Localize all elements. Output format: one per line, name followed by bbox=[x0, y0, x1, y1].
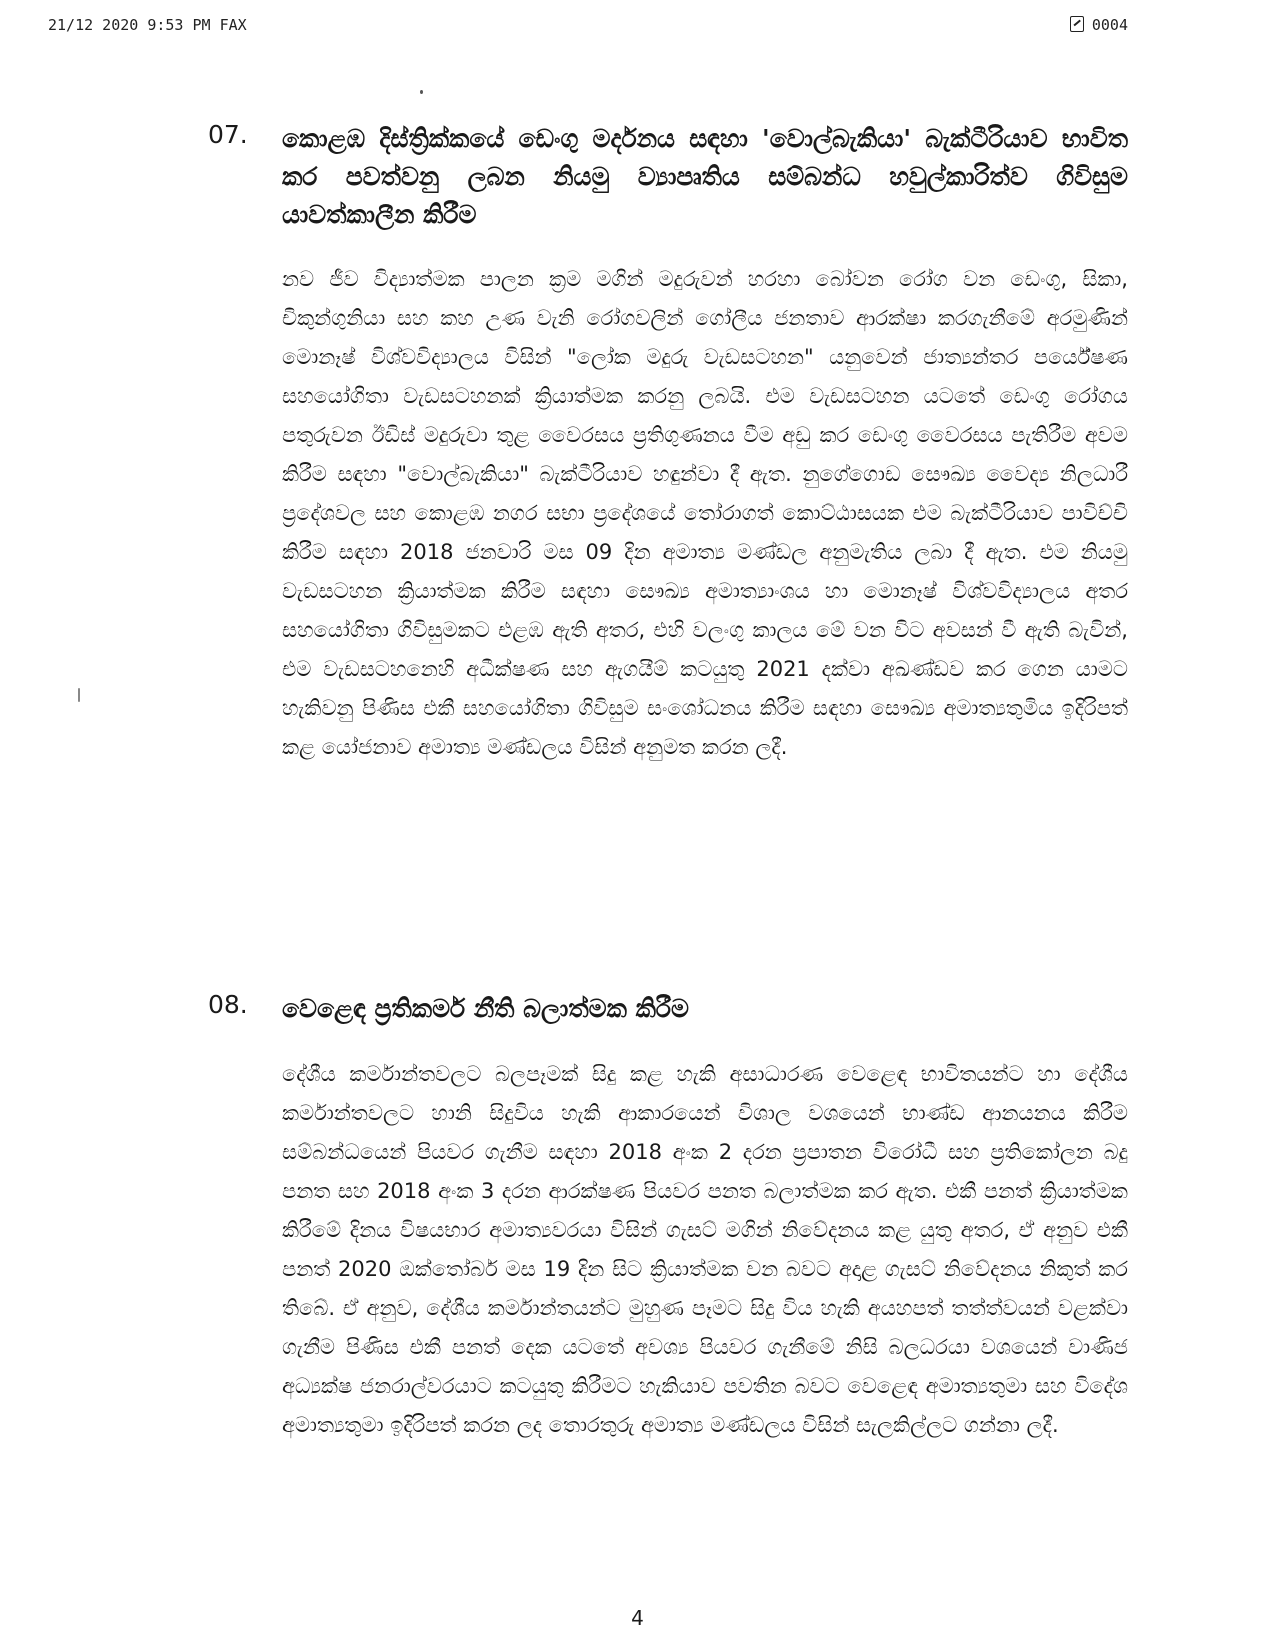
scan-speck bbox=[78, 688, 80, 702]
section-body: නව ජීව විද්‍යාත්මක පාලන ක්‍රම මගින් මදුරුවන් හරහා බෝවන රෝග වන ඩෙංගු, සිකා, චිකුන්ගුනියා සහ කහ උණ වැනි රෝගවලින් ගෝලීය ජනතාව ආරක්ෂා කරගැනීමේ අරමුණින් මොනෑෂ් විශ්වවිද්‍යාලය විසින් "ලෝක මදුරු වැඩසටහන" යනුවෙන් ජාත්‍යන්තර පර්යේෂණ සහයෝගිතා වැඩසටහනක් ක්‍රියාත්මක කරනු ලබයි. එම වැඩසටහන යටතේ ඩෙංගු රෝගය පතුරුවන ඊඩිස් මදුරුවා තුළ වෛරසය ප්‍රතිගුණනය වීම අඩු කර ඩෙංගු වෛරසය පැතිරීම අවම කිරීම සඳහා "වොල්බැකියා" බැක්ටීරියාව හඳුන්වා දී ඇත. නුගේගොඩ සෞඛ්‍ය වෛද්‍ය නිලධාරී ප්‍රදේශවල සහ කොළඹ නගර සභා ප්‍රදේශයේ තෝරාගත් කොට්ඨාසයක එම බැක්ටීරියාව පාවිච්චි කිරීම සඳහා 2018 ජනවාරි මස 09 දින අමාත්‍ය මණ්ඩල අනුමැතිය ලබා දී ඇත. එම නියමු වැඩසටහන ක්‍රියාත්මක කිරීම සඳහා සෞඛ්‍ය අමාත්‍යාංශය හා මොනෑෂ් විශ්වවිද්‍යාලය අතර සහයෝගිතා ගිවිසුමකට එළඹ ඇති අතර, එහි වලංගු කාලය මේ වන විට අවසන් වී ඇති බැවින්, එම වැඩසටහනෙහි අධීක්ෂණ සහ ඇගයීම් කටයුතු 2021 දක්වා අඛණ්ඩව කර ගෙන යාමට හැකිවනු පිණිස එකී සහයෝගිතා ගිවිසුම සංශෝධනය කිරීම සඳහා සෞඛ්‍ය අමාත්‍යතුමිය ඉදිරිපත් කළ යෝජනාව අමාත්‍ය මණ්ඩලය විසින් අනුමත කරන ලදී. bbox=[282, 267, 1128, 759]
fax-page-icon bbox=[1070, 16, 1084, 32]
section-number: 08. bbox=[208, 990, 248, 1019]
fax-header bbox=[48, 16, 1128, 38]
fax-page-code bbox=[1070, 16, 1128, 34]
section-title: කොළඹ දිස්ත්‍රික්කයේ ඩෙංගු මර්දනය සඳහා 'වොල්බැකියා' බැක්ටීරියාව භාවිත කර පවත්වනු ලබන නියමු ව්‍යාපෘතිය සම්බන්ධ හවුල්කාරිත්ව ගිවිසුම යාවත්කාලීන කිරීම bbox=[282, 124, 1128, 229]
fax-timestamp: 21/12 2020 9:53 PM FAX bbox=[48, 16, 247, 34]
section-number: 07. bbox=[208, 120, 248, 149]
scan-speck bbox=[420, 90, 423, 94]
section-title: වෙළෙඳ ප්‍රතිකර්ම නීති බලාත්මක කිරීම bbox=[282, 994, 689, 1023]
section-body: දේශීය කර්මාන්තවලට බලපෑමක් සිදු කළ හැකි අසාධාරණ වෙළෙඳ භාවිතයන්ට හා දේශීය කර්මාන්තවලට හානි සිදුවිය හැකි ආකාරයෙන් විශාල වශයෙන් භාණ්ඩ ආනයනය කිරීම සම්බන්ධයෙන් පියවර ගැනීම සඳහා 2018 අංක 2 දරන ප්‍රපාතන විරෝධී සහ ප්‍රතිකෝලන බදු පනත සහ 2018 අංක 3 දරන ආරක්ෂණ පියවර පනත බලාත්මක කර ඇත. එකී පනත් ක්‍රියාත්මක කිරීමේ දිනය විෂයභාර අමාත්‍යවරයා විසින් ගැසට් මගින් නිවේදනය කළ යුතු අතර, ඒ අනුව එකී පනත් 2020 ඔක්තෝබර් මස 19 දින සිට ක්‍රියාත්මක වන බවට අදාළ ගැසට් නිවේදනය නිකුත් කර තිබේ. ඒ අනුව, දේශීය කර්මාන්තයන්ට මුහුණ පෑමට සිදු විය හැකි අයහපත් තත්ත්වයන් වළක්වා ගැනීම පිණිස එකී පනත් දෙක යටතේ අවශ්‍ය පියවර ගැනීමේ නිසි බලධරයා වශයෙන් වාණිජ අධ්‍යක්ෂ ජනරාල්වරයාට කටයුතු කිරීමට හැකියාව පවතින බවට වෙළෙඳ අමාත්‍යතුමා සහ විදේශ අමාත්‍යතුමා ඉදිරිපත් කරන ලද තොරතුරු අමාත්‍ය මණ්ඩලය විසින් සැලකිල්ලට ගන්නා ලදී. bbox=[282, 1062, 1128, 1437]
fax-page-code-text: 0004 bbox=[1091, 16, 1128, 34]
page-number: 4 bbox=[631, 1606, 644, 1630]
